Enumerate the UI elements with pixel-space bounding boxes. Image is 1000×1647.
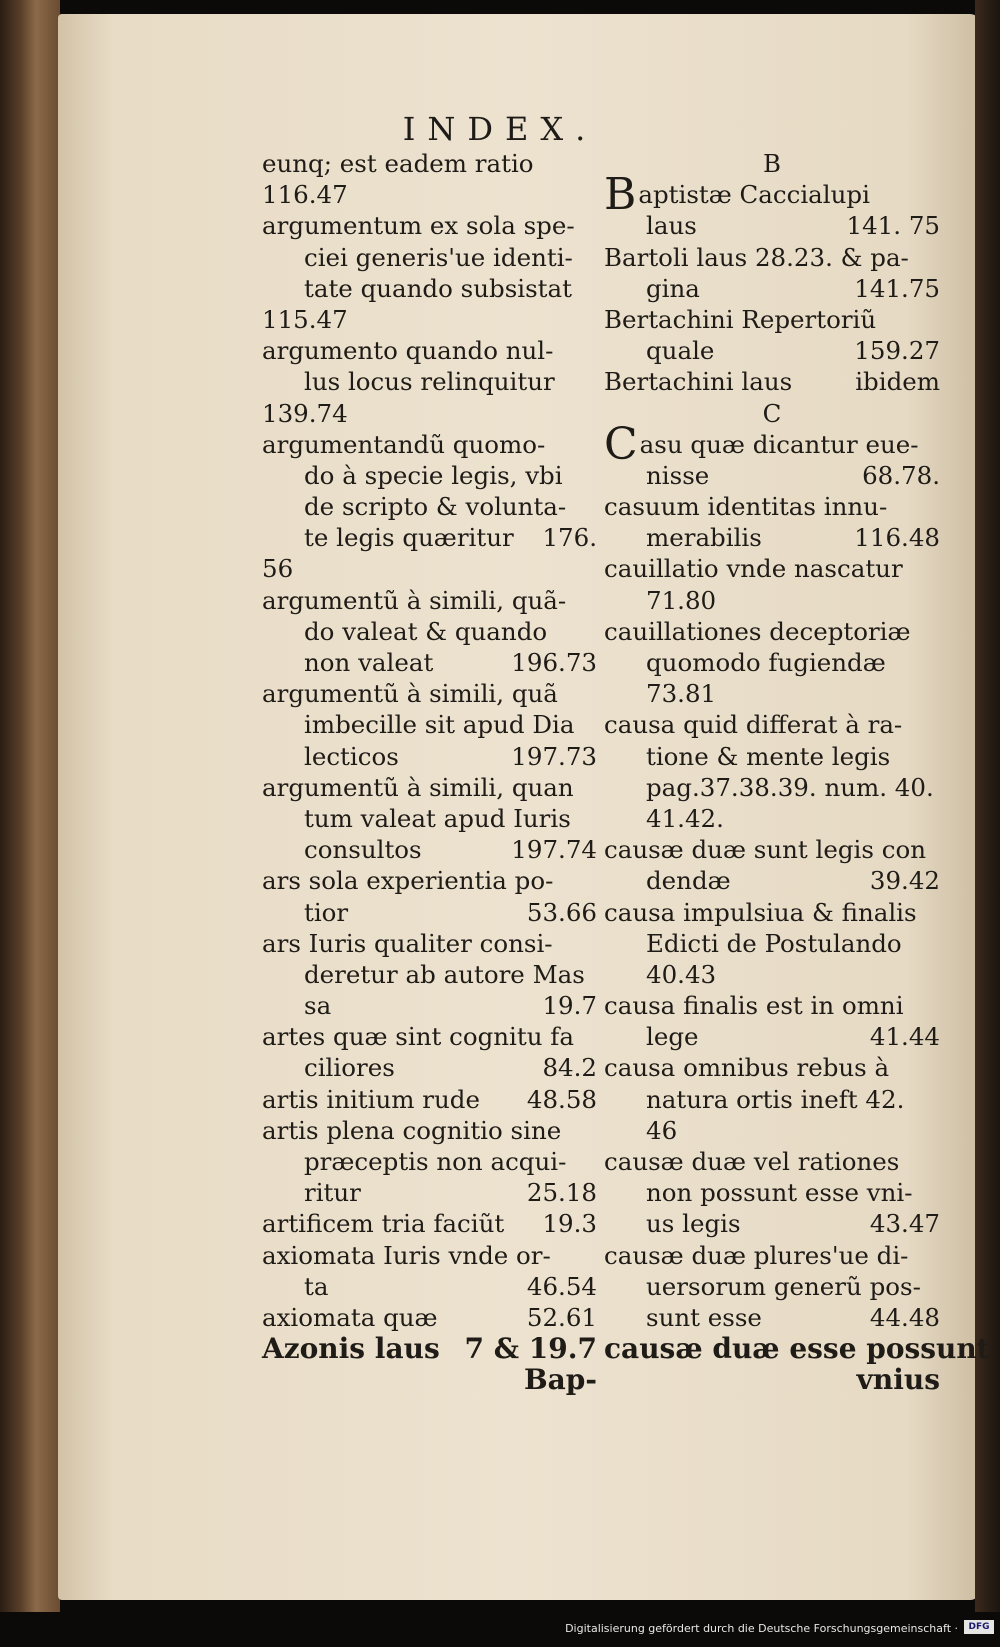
index-entry-line <box>604 366 940 397</box>
index-entry-line <box>604 460 940 491</box>
index-entry-line <box>604 928 940 959</box>
index-entry-page: 25.18 <box>526 1178 597 1208</box>
index-entry-text: quale <box>646 336 715 366</box>
index-entry-page: 197.73 <box>511 741 597 771</box>
index-entry-line <box>604 678 940 709</box>
index-entry-line <box>262 179 597 210</box>
index-entry-text: artificem tria faciũt <box>262 1209 505 1239</box>
index-entry-line <box>604 398 940 429</box>
index-entry-text: quomodo fugiendæ <box>646 648 886 677</box>
index-entry-line <box>262 959 597 990</box>
index-entry-page: 84.2 <box>542 1053 597 1083</box>
index-entry-text: casuum identitas innu- <box>604 492 888 522</box>
index-entry-text: dendæ <box>646 866 731 896</box>
index-entry-text: Bertachini laus <box>604 367 793 397</box>
index-entry-line <box>604 616 940 647</box>
index-entry-line <box>262 803 597 834</box>
index-entry-text: us legis <box>646 1209 741 1239</box>
index-entry-line <box>262 1364 597 1395</box>
index-entry-text: causæ duæ vel rationes <box>604 1147 900 1176</box>
index-entry-line <box>604 865 940 896</box>
index-entry-text: axiomata Iuris vnde or- <box>262 1240 551 1270</box>
index-entry-text: Bertachini Repertoriũ <box>604 304 877 334</box>
index-entry-text: te legis quæritur <box>304 523 514 553</box>
index-entry-line <box>262 273 597 304</box>
index-entry-text: causa omnibus rebus à <box>604 1053 890 1083</box>
index-entry-line <box>262 304 597 335</box>
index-entry-line <box>604 553 940 584</box>
index-entry-text: 40.43 <box>646 959 717 989</box>
index-entry-text: artis initium rude <box>262 1084 480 1114</box>
index-entry-text: pag.37.38.39. num. 40. <box>646 772 934 802</box>
index-entry-line <box>604 1115 940 1146</box>
index-entry-text: natura ortis ineft 42. <box>646 1084 905 1114</box>
index-entry-line <box>262 1333 597 1364</box>
index-entry-line <box>262 242 597 273</box>
index-entry-text: causa finalis est in omni <box>604 991 904 1021</box>
index-entry-text: argumentũ à simili, quã <box>262 679 558 709</box>
index-entry-page: 141. 75 <box>846 211 940 241</box>
index-entry-line <box>262 897 597 928</box>
index-entry-line <box>262 335 597 366</box>
index-entry-text: nisse <box>646 460 710 490</box>
index-entry-line <box>604 803 940 834</box>
index-entry-text: argumentũ à simili, quan <box>262 772 574 802</box>
index-entry-line <box>262 1021 597 1052</box>
index-entry-line <box>262 990 597 1021</box>
index-entry-text: 73.81 <box>646 679 717 709</box>
index-entry-page: 7 & 19.7 <box>464 1332 597 1366</box>
index-entry-text: Casu quæ dicantur eue- <box>604 418 919 470</box>
index-entry-page: Bap- <box>523 1363 597 1397</box>
index-entry-page: ibidem <box>855 367 940 397</box>
index-entry-line <box>604 1240 940 1271</box>
index-entry-line <box>262 553 597 584</box>
index-entry-line <box>262 834 597 865</box>
index-entry-line <box>604 491 940 522</box>
index-entry-text: cauillationes deceptoriæ <box>604 616 911 646</box>
index-entry-page: 68.78. <box>862 460 940 490</box>
index-entry-line <box>604 273 940 304</box>
index-entry-text: uersorum generũ pos- <box>646 1271 921 1301</box>
index-entry-line <box>604 1364 940 1395</box>
index-entry-line <box>262 928 597 959</box>
index-entry-line <box>262 522 597 553</box>
index-entry-line <box>262 1084 597 1115</box>
index-entry-text: 139.74 <box>262 398 348 428</box>
index-entry-line <box>604 741 940 772</box>
index-entry-text: eunq; est eadem ratio <box>262 149 534 178</box>
footer-bar <box>0 1612 1000 1647</box>
index-entry-text: Azonis laus <box>262 1332 440 1366</box>
index-entry-line <box>604 585 940 616</box>
index-entry-text: sa <box>304 991 332 1021</box>
index-entry-text: deretur ab autore Mas <box>304 959 585 989</box>
index-entry-line <box>262 647 597 678</box>
index-entry-line <box>262 1302 597 1333</box>
index-entry-line <box>262 772 597 803</box>
index-entry-page: 53.66 <box>526 897 597 927</box>
index-entry-line <box>604 647 940 678</box>
index-entry-text: cauillatio vnde nascatur <box>604 554 903 584</box>
index-entry-line <box>604 522 940 553</box>
index-entry-page: vnius <box>856 1363 940 1397</box>
index-entry-line <box>262 398 597 429</box>
index-entry-text: lus locus relinquitur <box>304 367 555 397</box>
index-entry-line <box>604 169 940 221</box>
footer-credit: Digitalisierung gefördert durch die Deutsche Forschungsgemeinschaft · <box>565 1622 958 1635</box>
index-entry-text: ritur <box>304 1178 361 1208</box>
index-entry-text: ta <box>304 1271 329 1301</box>
index-entry-line <box>604 418 940 470</box>
index-entry-text: ars Iuris qualiter consi- <box>262 928 553 958</box>
index-entry-line <box>262 585 597 616</box>
index-entry-text: merabilis <box>646 523 762 553</box>
index-entry-text: non possunt esse vni- <box>646 1178 913 1208</box>
book-spine <box>0 0 60 1612</box>
index-entry-page: 196.73 <box>511 648 597 677</box>
index-entry-line <box>262 491 597 522</box>
index-entry-line <box>604 1302 940 1333</box>
index-entry-text: tate quando subsistat <box>304 273 572 303</box>
index-entry-text: lege <box>646 1022 699 1052</box>
index-entry-text: lecticos <box>304 741 399 771</box>
dfg-logo: DFG <box>964 1620 994 1634</box>
index-entry-page: 141.75 <box>854 273 940 303</box>
index-entry-line <box>262 210 597 241</box>
index-entry-line <box>604 1208 940 1239</box>
index-entry-page: 46.54 <box>526 1271 597 1301</box>
index-entry-line <box>604 148 940 179</box>
index-entry-line <box>604 1271 940 1302</box>
index-entry-line <box>604 335 940 366</box>
index-entry-text: ciliores <box>304 1053 395 1083</box>
index-entry-page: 43.47 <box>869 1209 940 1239</box>
index-entry-line <box>604 709 940 740</box>
index-entry-text: imbecille sit apud Dia <box>304 710 575 740</box>
index-entry-text: artes quæ sint cognitu fa <box>262 1022 574 1052</box>
page-edge <box>975 0 1000 1612</box>
index-entry-text: Edicti de Postulando <box>646 928 902 958</box>
index-entry-line <box>604 1146 940 1177</box>
index-entry-text: causæ duæ sunt legis con <box>604 835 927 865</box>
index-entry-line <box>604 210 940 241</box>
index-entry-text: tione & mente legis <box>646 741 891 771</box>
index-entry-text: causæ duæ esse possunt <box>604 1332 990 1366</box>
index-entry-line <box>262 709 597 740</box>
index-entry-line <box>262 678 597 709</box>
index-entry-text: laus <box>646 211 697 241</box>
index-entry-text: præceptis non acqui- <box>304 1147 567 1176</box>
index-column-left <box>262 148 597 1396</box>
index-column-right <box>604 148 990 1397</box>
index-entry-text: ars sola experientia po- <box>262 866 554 896</box>
index-entry-line <box>604 1177 940 1208</box>
index-entry-line <box>604 959 940 990</box>
index-entry-text: argumentum ex sola spe- <box>262 211 575 241</box>
index-entry-line <box>604 304 940 335</box>
index-entry-line <box>262 741 597 772</box>
index-entry-text: B <box>762 149 781 178</box>
initial-letter: B <box>604 169 637 221</box>
index-entry-text: argumento quando nul- <box>262 336 554 366</box>
index-entry-line <box>604 772 940 803</box>
index-entry-line <box>262 1240 597 1271</box>
index-entry-line <box>262 1146 597 1177</box>
index-entry-text: artis plena cognitio sine <box>262 1115 562 1145</box>
index-entry-page: 19.7 <box>542 991 597 1021</box>
index-entry-text: argumentandũ quomo- <box>262 429 546 459</box>
index-entry-text: Bartoli laus 28.23. & pa- <box>604 242 909 272</box>
index-entry-line <box>262 460 597 491</box>
index-entry-page: 52.61 <box>526 1302 597 1332</box>
index-entry-line <box>262 1177 597 1208</box>
index-entry-text: causa impulsiua & finalis <box>604 897 917 927</box>
index-entry-text: 46 <box>646 1115 678 1145</box>
index-entry-text: 56 <box>262 554 294 584</box>
index-entry-page: 19.3 <box>542 1209 597 1239</box>
index-entry-text: 116.47 <box>262 180 348 210</box>
index-entry-page: 48.58 <box>526 1084 597 1114</box>
index-entry-line <box>262 429 597 460</box>
index-entry-text: non valeat <box>304 648 434 677</box>
index-entry-text: axiomata quæ <box>262 1302 438 1332</box>
index-entry-text: tior <box>304 897 349 927</box>
index-entry-text: causa quid differat à ra- <box>604 710 903 740</box>
index-entry-line <box>604 242 940 273</box>
index-entry-text: ciei generis'ue identi- <box>304 242 573 272</box>
index-entry-line <box>262 1208 597 1239</box>
index-entry-page: 197.74 <box>511 835 597 865</box>
index-entry-text: Baptistæ Caccialupi <box>604 169 870 221</box>
index-entry-text: do valeat & quando <box>304 616 548 646</box>
index-entry-line <box>604 897 940 928</box>
index-entry-line <box>262 1115 597 1146</box>
index-entry-text: do à specie legis, vbi <box>304 460 563 490</box>
index-entry-line <box>604 1021 940 1052</box>
index-entry-text: de scripto & volunta- <box>304 492 567 522</box>
index-entry-page: 44.48 <box>869 1302 940 1332</box>
index-entry-text: 41.42. <box>646 803 724 833</box>
index-entry-text: consultos <box>304 835 422 865</box>
index-entry-line <box>604 1332 990 1366</box>
index-entry-line <box>262 1271 597 1302</box>
page-header: INDEX. <box>402 110 598 148</box>
index-entry-line <box>604 1052 940 1083</box>
index-entry-line <box>604 990 940 1021</box>
index-entry-page: 39.42 <box>869 866 940 896</box>
index-entry-text: tum valeat apud Iuris <box>304 803 571 833</box>
index-entry-page: 159.27 <box>854 336 940 366</box>
index-entry-line <box>262 366 597 397</box>
index-entry-line <box>262 1052 597 1083</box>
index-entry-text: 71.80 <box>646 585 717 615</box>
initial-letter: C <box>604 418 638 470</box>
index-entry-line <box>262 148 597 179</box>
index-entry-page: 116.48 <box>854 523 940 553</box>
index-entry-page: 176. <box>542 523 597 553</box>
index-entry-text: argumentũ à simili, quã- <box>262 585 567 615</box>
index-entry-text: gina <box>646 273 700 303</box>
index-entry-line <box>604 834 940 865</box>
index-entry-line <box>262 616 597 647</box>
index-entry-text: C <box>762 398 782 428</box>
index-entry-line <box>262 865 597 896</box>
index-entry-text: sunt esse <box>646 1302 762 1332</box>
index-entry-text: causæ duæ plures'ue di- <box>604 1240 909 1270</box>
index-entry-page: 41.44 <box>869 1022 940 1052</box>
index-entry-text: 115.47 <box>262 304 348 334</box>
index-entry-line <box>604 1084 940 1115</box>
